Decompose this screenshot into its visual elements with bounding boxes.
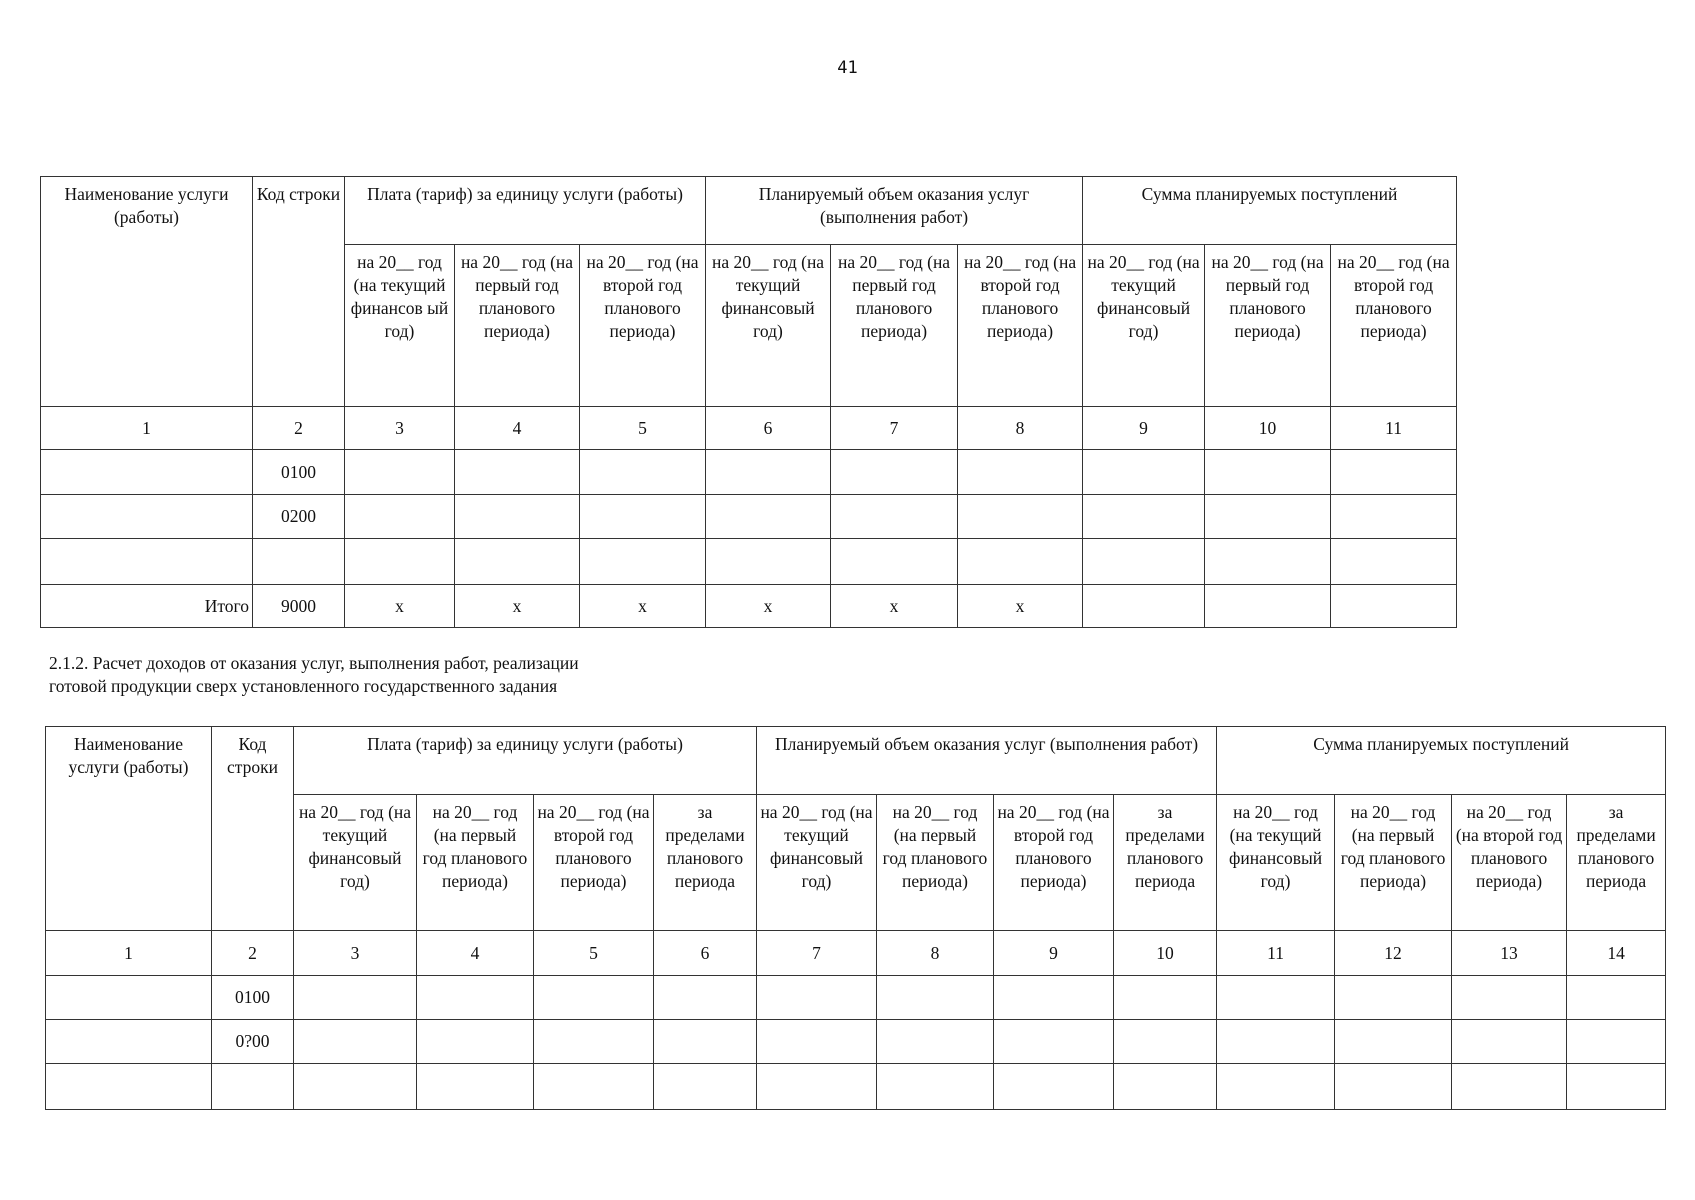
table-cell xyxy=(1217,976,1335,1020)
table-cell xyxy=(831,495,958,539)
column-number: 9 xyxy=(994,931,1114,976)
table-cell xyxy=(294,1064,417,1110)
table-cell: x xyxy=(345,585,455,628)
table-cell xyxy=(831,539,958,585)
table1-volume-col-header: на 20__ год (на текущий финансовый год) xyxy=(706,245,831,407)
table1-group-header-row xyxy=(41,177,1457,245)
table-cell xyxy=(757,1020,877,1064)
table-cell xyxy=(580,450,706,495)
column-number: 5 xyxy=(534,931,654,976)
total-row xyxy=(41,585,1457,628)
table1-revenue-col-header: на 20__ год (на текущий финансовый год) xyxy=(1083,245,1205,407)
column-number: 6 xyxy=(706,407,831,450)
table-cell xyxy=(580,539,706,585)
table2-fee-col-header: на 20__ год (на второй год планового периода) xyxy=(534,795,654,931)
service-name-cell xyxy=(41,495,253,539)
table-cell xyxy=(1452,1064,1567,1110)
table-cell xyxy=(1205,495,1331,539)
service-name-cell xyxy=(46,976,212,1020)
table-cell xyxy=(534,1020,654,1064)
table-cell xyxy=(417,1020,534,1064)
section-title-line: готовой продукции сверх установленного государственного задания xyxy=(49,676,558,696)
table1-fee-col-header: на 20__ год (на первый год планового периода) xyxy=(455,245,580,407)
column-number: 8 xyxy=(958,407,1083,450)
table-cell xyxy=(994,976,1114,1020)
table-cell xyxy=(1331,585,1457,628)
table-cell xyxy=(345,495,455,539)
table-cell xyxy=(417,976,534,1020)
table2-revenue-col-header: на 20__ год (на текущий финансовый год) xyxy=(1217,795,1335,931)
column-number: 11 xyxy=(1331,407,1457,450)
column-number: 7 xyxy=(831,407,958,450)
table-cell xyxy=(877,1064,994,1110)
table2-group-header-row xyxy=(46,727,1666,795)
table2-line-code-header: Код строки xyxy=(212,727,294,931)
column-number: 3 xyxy=(345,407,455,450)
table2-fee-group-header: Плата (тариф) за единицу услуги (работы) xyxy=(294,727,757,795)
table-cell xyxy=(1331,450,1457,495)
table-row xyxy=(46,1020,1666,1064)
table1-line-code-header: Код строки xyxy=(253,177,345,407)
table-cell xyxy=(1567,1064,1666,1110)
column-number: 8 xyxy=(877,931,994,976)
table-cell xyxy=(994,1020,1114,1064)
table-cell xyxy=(994,1064,1114,1110)
table-cell xyxy=(958,539,1083,585)
table-cell xyxy=(455,539,580,585)
table-cell xyxy=(958,450,1083,495)
table-cell xyxy=(345,450,455,495)
page-number: 41 xyxy=(837,58,858,78)
table-cell xyxy=(877,1020,994,1064)
table-cell xyxy=(534,976,654,1020)
column-number: 13 xyxy=(1452,931,1567,976)
table-row xyxy=(41,539,1457,585)
column-number: 1 xyxy=(46,931,212,976)
table-cell xyxy=(1205,539,1331,585)
column-number: 7 xyxy=(757,931,877,976)
table-cell: x xyxy=(455,585,580,628)
table2-fee-col-header: за пределами планового периода xyxy=(654,795,757,931)
table-cell: x xyxy=(706,585,831,628)
line-code-cell: 0100 xyxy=(253,450,345,495)
column-number: 5 xyxy=(580,407,706,450)
table1-volume-col-header: на 20__ год (на второй год планового периода) xyxy=(958,245,1083,407)
table-cell xyxy=(580,495,706,539)
column-number: 2 xyxy=(212,931,294,976)
column-number: 3 xyxy=(294,931,417,976)
table-cell xyxy=(706,539,831,585)
column-number: 12 xyxy=(1335,931,1452,976)
table-row xyxy=(41,495,1457,539)
table-cell xyxy=(1114,1064,1217,1110)
table2-column-numbers-row xyxy=(46,931,1666,976)
line-code-cell: 0200 xyxy=(253,495,345,539)
table-cell xyxy=(534,1064,654,1110)
above-quota-income-table xyxy=(45,726,1666,1110)
table2-volume-group-header: Планируемый объем оказания услуг (выполнения работ) xyxy=(757,727,1217,795)
table-cell xyxy=(1083,450,1205,495)
table2-service-name-header: Наименование услуги (работы) xyxy=(46,727,212,931)
service-name-cell xyxy=(46,1064,212,1110)
line-code-cell: 0?00 xyxy=(212,1020,294,1064)
line-code-cell xyxy=(212,1064,294,1110)
section-title xyxy=(49,652,579,698)
column-number: 14 xyxy=(1567,931,1666,976)
table-cell xyxy=(294,976,417,1020)
line-code-cell xyxy=(253,539,345,585)
table1-revenue-col-header: на 20__ год (на первый год планового периода) xyxy=(1205,245,1331,407)
column-number: 4 xyxy=(455,407,580,450)
table-cell xyxy=(1114,976,1217,1020)
table-cell xyxy=(1452,1020,1567,1064)
table-cell: x xyxy=(831,585,958,628)
table1-volume-col-header: на 20__ год (на первый год планового периода) xyxy=(831,245,958,407)
table1-fee-col-header: на 20__ год (на второй год планового периода) xyxy=(580,245,706,407)
line-code-cell: 0100 xyxy=(212,976,294,1020)
table-cell xyxy=(345,539,455,585)
table2-volume-col-header: на 20__ год (на второй год планового периода) xyxy=(994,795,1114,931)
table1-fee-group-header: Плата (тариф) за единицу услуги (работы) xyxy=(345,177,706,245)
table2-volume-col-header: на 20__ год (на текущий финансовый год) xyxy=(757,795,877,931)
table1-volume-group-header: Планируемый объем оказания услуг (выполнения работ) xyxy=(706,177,1083,245)
table-cell xyxy=(1083,585,1205,628)
column-number: 10 xyxy=(1205,407,1331,450)
total-label: Итого xyxy=(41,585,253,628)
table-cell xyxy=(455,450,580,495)
table1-column-numbers-row xyxy=(41,407,1457,450)
table-cell xyxy=(1205,450,1331,495)
table2-revenue-col-header: на 20__ год (на второй год планового периода) xyxy=(1452,795,1567,931)
table-cell: x xyxy=(958,585,1083,628)
service-name-cell xyxy=(41,539,253,585)
table2-fee-col-header: на 20__ год (на текущий финансовый год) xyxy=(294,795,417,931)
column-number: 6 xyxy=(654,931,757,976)
table-cell xyxy=(1452,976,1567,1020)
table-row xyxy=(46,976,1666,1020)
column-number: 1 xyxy=(41,407,253,450)
table-cell xyxy=(1335,1064,1452,1110)
table2-volume-col-header: за пределами планового периода xyxy=(1114,795,1217,931)
table-cell xyxy=(654,1064,757,1110)
table-cell xyxy=(1567,1020,1666,1064)
service-income-table xyxy=(40,176,1457,628)
table-cell xyxy=(831,450,958,495)
table-cell xyxy=(1083,495,1205,539)
table-cell xyxy=(1567,976,1666,1020)
table2-revenue-col-header: за пределами планового периода xyxy=(1567,795,1666,931)
table-cell xyxy=(1217,1020,1335,1064)
table-row xyxy=(41,450,1457,495)
table-cell xyxy=(417,1064,534,1110)
table-row xyxy=(46,1064,1666,1110)
table-cell xyxy=(757,1064,877,1110)
column-number: 2 xyxy=(253,407,345,450)
table-cell xyxy=(958,495,1083,539)
table-cell xyxy=(877,976,994,1020)
table2-revenue-group-header: Сумма планируемых поступлений xyxy=(1217,727,1666,795)
table-cell xyxy=(1335,1020,1452,1064)
line-code-cell: 9000 xyxy=(253,585,345,628)
table-cell xyxy=(294,1020,417,1064)
table1-revenue-col-header: на 20__ год (на второй год планового периода) xyxy=(1331,245,1457,407)
table-cell xyxy=(1331,495,1457,539)
table-cell xyxy=(654,976,757,1020)
column-number: 11 xyxy=(1217,931,1335,976)
column-number: 9 xyxy=(1083,407,1205,450)
table-cell xyxy=(706,450,831,495)
service-name-cell xyxy=(41,450,253,495)
table-cell xyxy=(706,495,831,539)
column-number: 4 xyxy=(417,931,534,976)
table-cell xyxy=(1217,1064,1335,1110)
column-number: 10 xyxy=(1114,931,1217,976)
table1-service-name-header: Наименование услуги (работы) xyxy=(41,177,253,407)
table1-revenue-group-header: Сумма планируемых поступлений xyxy=(1083,177,1457,245)
table2-fee-col-header: на 20__ год (на первый год планового периода) xyxy=(417,795,534,931)
section-title-line: 2.1.2. Расчет доходов от оказания услуг, выполнения работ, реализации xyxy=(49,653,579,673)
table-cell xyxy=(455,495,580,539)
table-cell xyxy=(1331,539,1457,585)
service-name-cell xyxy=(46,1020,212,1064)
table2-revenue-col-header: на 20__ год (на первый год планового периода) xyxy=(1335,795,1452,931)
table-cell xyxy=(1083,539,1205,585)
table-cell xyxy=(1335,976,1452,1020)
table-cell xyxy=(654,1020,757,1064)
table-cell: x xyxy=(580,585,706,628)
table-cell xyxy=(757,976,877,1020)
table-cell xyxy=(1114,1020,1217,1064)
table1-fee-col-header: на 20__ год (на текущий финансов ый год) xyxy=(345,245,455,407)
table-cell xyxy=(1205,585,1331,628)
table2-volume-col-header: на 20__ год (на первый год планового периода) xyxy=(877,795,994,931)
